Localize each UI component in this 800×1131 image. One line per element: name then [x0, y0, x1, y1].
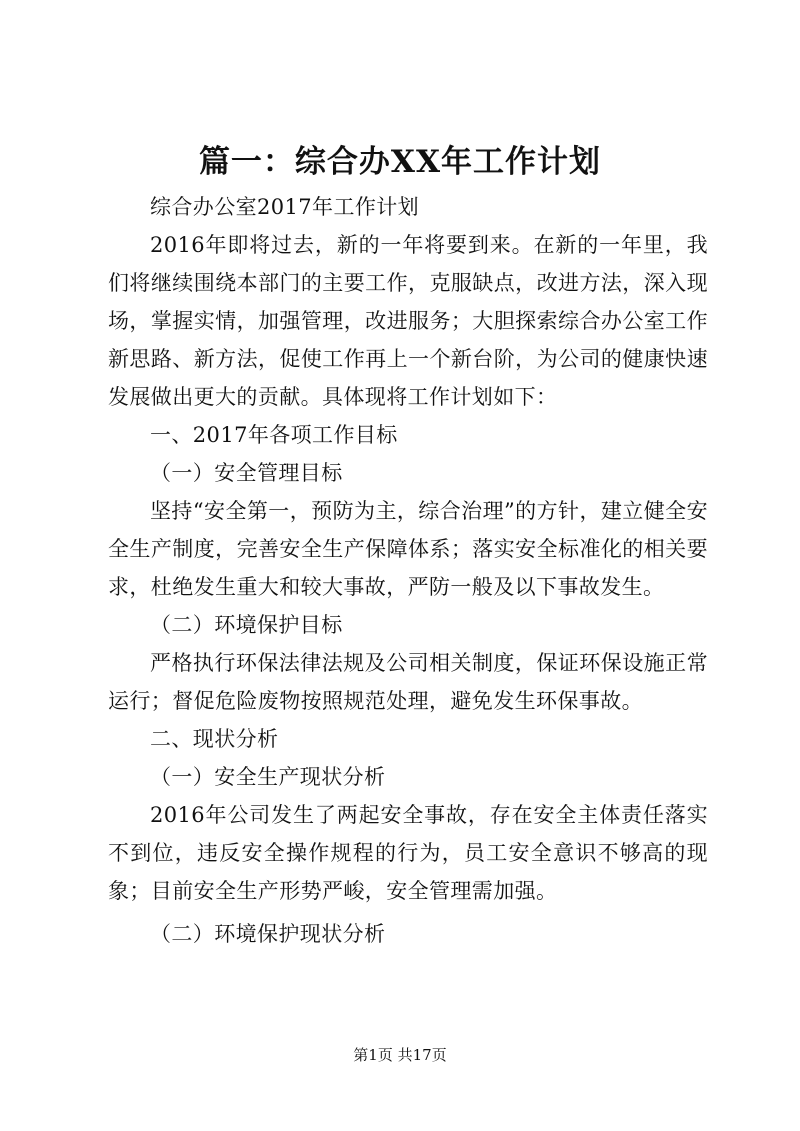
subsection-heading-safety-status: （一）安全生产现状分析	[150, 765, 386, 789]
paragraph-safety-goal: 坚持“安全第一，预防为主，综合治理”的方针，建立健全安全生产制度，完善安全生产保障体系；落实安全标准化的相关要求，杜绝发生重大和较大事故，严防一般及以下事故发生。	[108, 499, 708, 599]
page-number-footer: 第1页 共17页	[353, 1046, 447, 1064]
subsection-heading-safety-goal: （一）安全管理目标	[150, 461, 343, 485]
paragraph-subtitle: 综合办公室2017年工作计划	[150, 195, 420, 219]
subsection-heading-environment-goal: （二）环境保护目标	[150, 613, 343, 637]
section-heading-goals: 一、2017年各项工作目标	[150, 423, 398, 447]
paragraph-environment-goal: 严格执行环保法律法规及公司相关制度，保证环保设施正常运行；督促危险废物按照规范处理，避免发生环保事故。	[108, 651, 708, 713]
document-body	[108, 188, 708, 953]
document-title: 篇一：综合办XX年工作计划	[198, 144, 602, 180]
subsection-heading-environment-status: （二）环境保护现状分析	[150, 922, 386, 946]
paragraph-safety-status: 2016年公司发生了两起安全事故，存在安全主体责任落实不到位，违反安全操作规程的行为，员工安全意识不够高的现象；目前安全生产形势严峻，安全管理需加强。	[108, 803, 708, 903]
paragraph-intro: 2016年即将过去，新的一年将要到来。在新的一年里，我们将继续围绕本部门的主要工作，克服缺点，改进方法，深入现场，掌握实情，加强管理，改进服务；大胆探索综合办公室工作新思路、新方法，促使工作再上一个新台阶，为公司的健康快速发展做出更大的贡献。具体现将工作计划如下：	[108, 233, 708, 409]
section-heading-status-analysis: 二、现状分析	[150, 727, 279, 751]
